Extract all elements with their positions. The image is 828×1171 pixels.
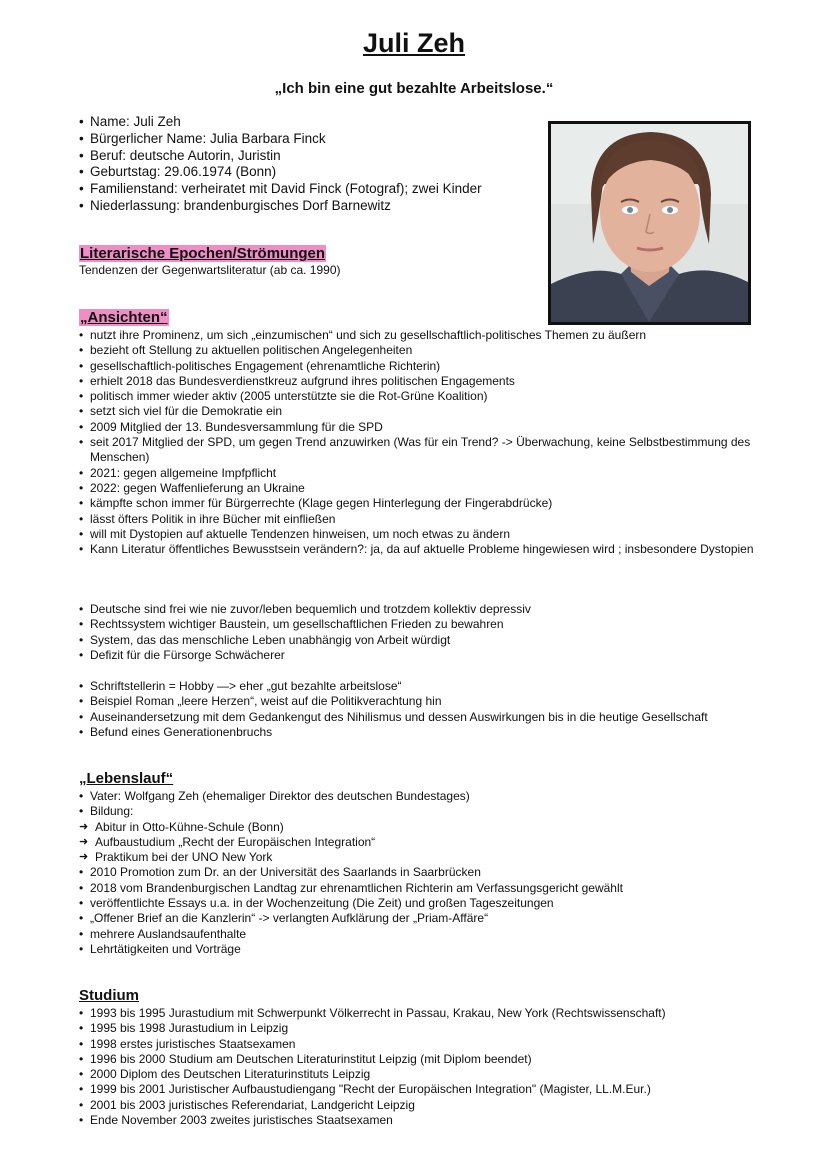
list-item: • 2000 Diplom des Deutschen Literaturinstituts Leipzig [79,1067,779,1082]
list-item: • 1993 bis 1995 Jurastudium mit Schwerpunkt Völkerrecht in Passau, Krakau, New York (Rechtswissenschaft) [79,1006,779,1021]
list-item: • Deutsche sind frei wie nie zuvor/leben bequemlich und trotzdem kollektiv depressiv [79,602,779,617]
list-item: • Familienstand: verheiratet mit David Finck (Fotograf); zwei Kinder [79,181,482,198]
list-item: • gesellschaftlich-politisches Engagement (ehrenamtliche Richterin) [79,359,759,374]
list-item: • System, das das menschliche Leben unabhängig von Arbeit würdigt [79,633,779,648]
list-item: • Vater: Wolfgang Zeh (ehemaliger Direktor des deutschen Bundestages) [79,789,779,804]
list-item: • bezieht oft Stellung zu aktuellen politischen Angelegenheiten [79,343,759,358]
list-item: • veröffentlichte Essays u.a. in der Wochenzeitung (Die Zeit) und großen Tageszeitungen [79,896,779,911]
page-title: Juli Zeh [362,28,465,58]
list-item: • Defizit für die Fürsorge Schwächerer [79,648,779,663]
list-item: • Schriftstellerin = Hobby —> eher „gut bezahlte arbeitslose“ [79,679,799,694]
studium-list [79,1006,779,1128]
list-item: • seit 2017 Mitglied der SPD, um gegen Trend anzuwirken (Was für ein Trend? -> Überwachung, keine Selbstbestimmung des Menschen) [79,435,759,466]
list-item: • Lehrtätigkeiten und Vorträge [79,942,779,957]
studium-heading: Studium [79,987,139,1004]
list-item: • Auseinandersetzung mit dem Gedankengut des Nihilismus und dessen Auswirkungen bis in die heutige Gesellschaft [79,710,799,725]
list-item: • 2010 Promotion zum Dr. an der Universität des Saarlands in Saarbrücken [79,865,779,880]
lebenslauf-list [79,789,779,957]
list-item: • 2009 Mitglied der 13. Bundesversammlung für die SPD [79,420,759,435]
list-item: • 2021: gegen allgemeine Impfpflicht [79,466,759,481]
list-item: • 2018 vom Brandenburgischen Landtag zur ehrenamtlichen Richterin am Verfassungsgericht gewählt [79,881,779,896]
list-item: • Ende November 2003 zweites juristisches Staatsexamen [79,1113,779,1128]
list-item: • 1996 bis 2000 Studium am Deutschen Literaturinstitut Leipzig (mit Diplom beendet) [79,1052,779,1067]
list-item: • Rechtssystem wichtiger Baustein, um gesellschaftlichen Frieden zu bewahren [79,617,779,632]
list-item: • 1995 bis 1998 Jurastudium in Leipzig [79,1021,779,1036]
ansichten-heading: „Ansichten“ [80,309,168,326]
list-item: • „Offener Brief an die Kanzlerin“ -> verlangten Aufklärung der „Priam-Affäre“ [79,911,779,926]
list-item: ➜ Abitur in Otto-Kühne-Schule (Bonn) [79,820,779,835]
lebenslauf-heading: „Lebenslauf“ [79,770,174,787]
epochen-heading: Literarische Epochen/Strömungen [80,245,326,262]
list-item: • Niederlassung: brandenburgisches Dorf Barnewitz [79,198,482,215]
ansichten-list [79,328,759,557]
list-item: • politisch immer wieder aktiv (2005 unterstützte sie die Rot-Grüne Koalition) [79,389,759,404]
list-item: • nutzt ihre Prominenz, um sich „einzumischen“ und sich zu gesellschaftlich-politisches Themen zu äußern [79,328,759,343]
list-item: • erhielt 2018 das Bundesverdienstkreuz aufgrund ihres politischen Engagements [79,374,759,389]
list-item: • Bürgerlicher Name: Julia Barbara Finck [79,131,482,148]
epochen-text: Tendenzen der Gegenwartsliteratur (ab ca. 1990) [79,263,341,277]
list-item: • Befund eines Generationenbruchs [79,725,799,740]
list-item: • Kann Literatur öffentliches Bewusstsein verändern?: ja, da auf aktuelle Probleme hingewiesen wird ; insbesondere Dystopien [79,542,759,557]
list-item: • lässt öfters Politik in ihre Bücher mit einfließen [79,512,759,527]
list-item: • Beispiel Roman „leere Herzen“, weist auf die Politikverachtung hin [79,694,799,709]
quote: „Ich bin eine gut bezahlte Arbeitslose.“ [274,80,554,97]
personal-info-list [79,114,482,215]
list-item: • setzt sich viel für die Demokratie ein [79,404,759,419]
list-item: • 1999 bis 2001 Juristischer Aufbaustudiengang "Recht der Europäischen Integration" (Magister, LL.M.Eur.) [79,1082,779,1097]
list-item: ➜ Aufbaustudium „Recht der Europäischen Integration“ [79,835,779,850]
list-item: • Bildung: [79,804,779,819]
list-item: • Beruf: deutsche Autorin, Juristin [79,148,482,165]
ansichten-list-3 [79,679,799,740]
list-item: • will mit Dystopien auf aktuelle Tendenzen hinweisen, um noch etwas zu ändern [79,527,759,542]
list-item: • Geburtstag: 29.06.1974 (Bonn) [79,164,482,181]
ansichten-list-2 [79,602,779,663]
list-item: • 2001 bis 2003 juristisches Referendariat, Landgericht Leipzig [79,1098,779,1113]
list-item: • Name: Juli Zeh [79,114,482,131]
list-item: • mehrere Auslandsaufenthalte [79,927,779,942]
portrait-photo [548,121,751,325]
list-item: • 1998 erstes juristisches Staatsexamen [79,1037,779,1052]
list-item: • kämpfte schon immer für Bürgerrechte (Klage gegen Hinterlegung der Fingerabdrücke) [79,496,759,511]
list-item: • 2022: gegen Waffenlieferung an Ukraine [79,481,759,496]
list-item: ➜ Praktikum bei der UNO New York [79,850,779,865]
